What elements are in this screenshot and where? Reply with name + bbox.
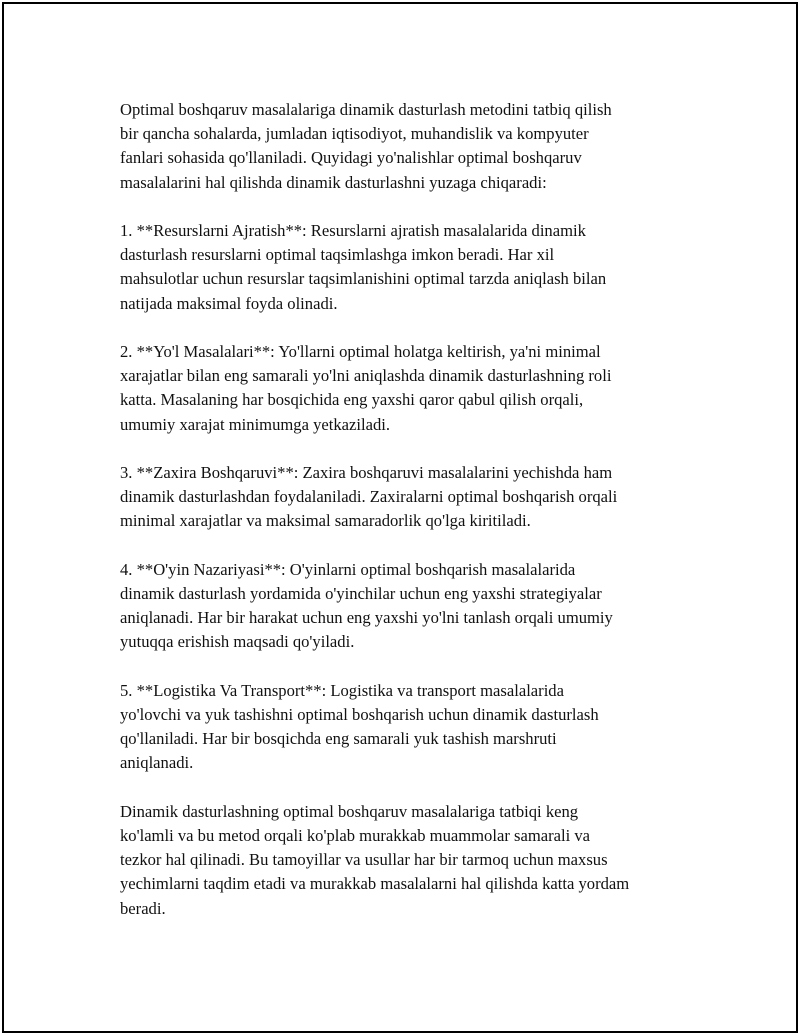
document-page bbox=[2, 2, 798, 1033]
list-item-resource-allocation: 1. **Resurslarni Ajratish**: Resurslarni ajratish masalalarida dinamik dasturlash resurslarni optimal taqsimlashga imkon beradi. Har xil mahsulotlar uchun resurslar taqsimlanishini optimal tarzda aniqlash bilan natijada maksimal foyda olinadi. bbox=[120, 221, 607, 313]
list-item-inventory-management: 3. **Zaxira Boshqaruvi**: Zaxira boshqaruvi masalalarini yechishda ham dinamik dasturlashdan foydalaniladi. Zaxiralarni optimal boshqarish orqali minimal xarajatlar va maksimal samaradorlik qo'lga kiritiladi. bbox=[120, 463, 618, 531]
intro-paragraph: Optimal boshqaruv masalalariga dinamik dasturlash metodini tatbiq qilish bir qancha sohalarda, jumladan iqtisodiyot, muhandislik va kompyuter fanlari sohasida qo'llaniladi. Quyidagi yo'nalishlar optimal boshqaruv masalalarini hal qilishda dinamik dasturlashni yuzaga chiqaradi: bbox=[120, 100, 612, 192]
conclusion-paragraph: Dinamik dasturlashning optimal boshqaruv masalalariga tatbiqi keng ko'lamli va bu metod orqali ko'plab murakkab muammolar samarali va tezkor hal qilinadi. Bu tamoyillar va usullar har bir tarmoq uchun maxsus yechimlarni taqdim etadi va murakkab masalalarni hal qilishda katta yordam beradi. bbox=[120, 801, 630, 918]
list-item-path-problems: 2. **Yo'l Masalalari**: Yo'llarni optimal holatga keltirish, ya'ni minimal xarajatlar bilan eng samarali yo'lni aniqlashda dinamik dasturlashning roli katta. Masalaning har bosqichida eng yaxshi qaror qabul qilish orqali, umumiy xarajat minimumga yetkaziladi. bbox=[120, 342, 612, 434]
list-item-game-theory: 4. **O'yin Nazariyasi**: O'yinlarni optimal boshqarish masalalarida dinamik dasturlash yordamida o'yinchilar uchun eng yaxshi strategiyalar aniqlanadi. Har bir harakat uchun eng yaxshi yo'lni tanlash orqali umumiy yutuqqa erishish maqsadi qo'yiladi. bbox=[120, 559, 613, 652]
list-item-logistics-transport: 5. **Logistika Va Transport**: Logistika va transport masalalarida yo'lovchi va yuk tashishni optimal boshqarish uchun dinamik dasturlash qo'llaniladi. Har bir bosqichda eng samarali yuk tashish marshruti aniqlanadi. bbox=[120, 680, 599, 773]
document-body bbox=[120, 98, 695, 945]
